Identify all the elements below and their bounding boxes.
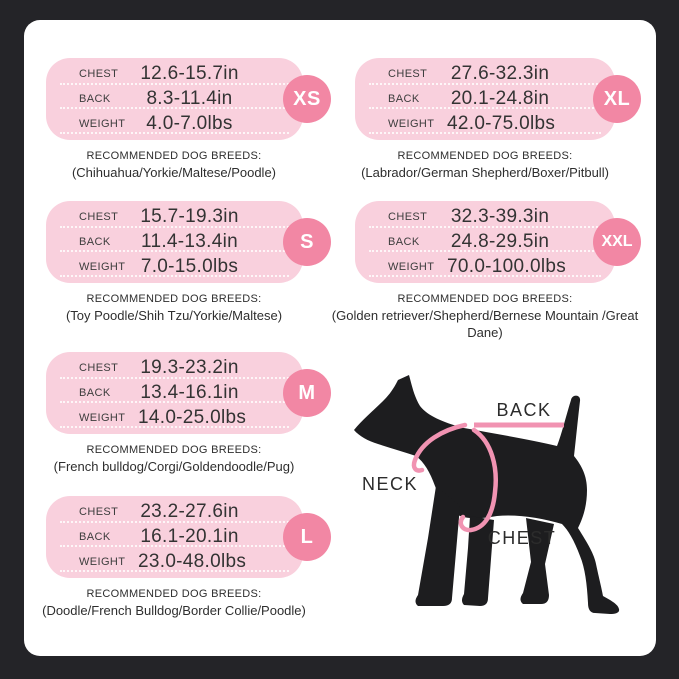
chart-panel bbox=[24, 20, 656, 656]
back-value: 13.4-16.1in bbox=[140, 382, 239, 403]
size-card-xs bbox=[46, 58, 321, 140]
back-label: BACK bbox=[79, 93, 111, 105]
chest-label: CHEST bbox=[79, 211, 119, 224]
breeds-list: (Doodle/French Bulldog/Border Collie/Poodle) bbox=[42, 603, 306, 618]
chest-row bbox=[46, 205, 303, 230]
breeds-list: (Labrador/German Shepherd/Boxer/Pitbull) bbox=[361, 165, 609, 180]
weight-label: WEIGHT bbox=[388, 117, 435, 130]
weight-label: WEIGHT bbox=[79, 260, 126, 273]
chest-value: 19.3-23.2in bbox=[140, 357, 239, 379]
dog-silhouette bbox=[352, 368, 642, 620]
chest-label: CHEST bbox=[79, 506, 119, 519]
back-value: 24.8-29.5in bbox=[450, 231, 550, 252]
breeds-note bbox=[24, 588, 324, 620]
weight-row bbox=[46, 254, 303, 279]
neck-diagram-label: NECK bbox=[361, 474, 419, 494]
recommended-heading: RECOMMENDED DOG BREEDS: bbox=[86, 293, 262, 305]
back-label: BACK bbox=[79, 236, 111, 248]
breeds-list: (Golden retriever/Shepherd/Bernese Mountain /Great Dane) bbox=[331, 308, 639, 340]
breeds-list: (Chihuahua/Yorkie/Maltese/Poodle) bbox=[71, 165, 277, 180]
chest-value: 23.2-27.6in bbox=[140, 501, 239, 523]
chest-label: CHEST bbox=[388, 211, 428, 224]
size-badge-s: S bbox=[283, 218, 331, 266]
recommended-heading: RECOMMENDED DOG BREEDS: bbox=[397, 150, 573, 162]
size-section-s bbox=[46, 201, 314, 323]
back-row bbox=[355, 230, 615, 255]
weight-value: 42.0-75.0lbs bbox=[447, 112, 556, 134]
size-badge-l: L bbox=[283, 513, 331, 561]
chest-row bbox=[46, 356, 303, 381]
back-value: 8.3-11.4in bbox=[146, 88, 233, 109]
weight-value: 23.0-48.0lbs bbox=[138, 550, 247, 572]
size-card-xl bbox=[355, 58, 631, 140]
breeds-note bbox=[24, 150, 324, 182]
back-label: BACK bbox=[388, 236, 420, 248]
size-badge-xxl: XXL bbox=[593, 218, 641, 266]
size-section-xxl bbox=[331, 201, 639, 340]
breeds-list: (Toy Poodle/Shih Tzu/Yorkie/Maltese) bbox=[65, 308, 283, 323]
recommended-heading: RECOMMENDED DOG BREEDS: bbox=[86, 444, 262, 456]
weight-row bbox=[46, 111, 303, 136]
chest-row bbox=[46, 62, 303, 87]
size-card-l bbox=[46, 496, 314, 578]
weight-label: WEIGHT bbox=[79, 411, 126, 424]
back-value: 20.1-24.8in bbox=[450, 88, 550, 109]
size-card-m bbox=[46, 352, 316, 434]
chest-diagram-label: CHEST bbox=[487, 528, 557, 548]
size-section-l bbox=[42, 496, 314, 618]
size-section-m bbox=[46, 352, 316, 474]
breeds-list: (French bulldog/Corgi/Goldendoodle/Pug) bbox=[53, 459, 295, 474]
back-value: 16.1-20.1in bbox=[140, 526, 239, 547]
weight-row bbox=[46, 549, 303, 574]
weight-label: WEIGHT bbox=[388, 260, 435, 273]
weight-label: WEIGHT bbox=[79, 117, 126, 130]
weight-value: 4.0-7.0lbs bbox=[146, 112, 233, 134]
dog-front-leg bbox=[416, 486, 461, 606]
back-label: BACK bbox=[79, 387, 111, 399]
weight-value: 70.0-100.0lbs bbox=[447, 255, 567, 277]
chest-label: CHEST bbox=[79, 362, 119, 375]
weight-row bbox=[46, 405, 303, 430]
chest-label: CHEST bbox=[388, 68, 428, 81]
size-badge-xs: XS bbox=[283, 75, 331, 123]
size-section-xs bbox=[46, 58, 321, 180]
back-row bbox=[46, 230, 303, 255]
weight-value: 7.0-15.0lbs bbox=[140, 255, 239, 277]
chest-value: 27.6-32.3in bbox=[450, 63, 550, 85]
weight-row bbox=[355, 254, 615, 279]
breeds-note bbox=[330, 293, 640, 342]
recommended-heading: RECOMMENDED DOG BREEDS: bbox=[86, 150, 262, 162]
back-value: 11.4-13.4in bbox=[141, 231, 238, 252]
back-row bbox=[46, 381, 303, 406]
size-badge-xl: XL bbox=[593, 75, 641, 123]
recommended-heading: RECOMMENDED DOG BREEDS: bbox=[86, 588, 262, 600]
back-label: BACK bbox=[79, 531, 111, 543]
breeds-note bbox=[330, 150, 640, 182]
chest-row bbox=[355, 62, 615, 87]
chest-value: 32.3-39.3in bbox=[450, 206, 550, 228]
weight-label: WEIGHT bbox=[79, 555, 126, 568]
size-badge-m: M bbox=[283, 369, 331, 417]
size-card-s bbox=[46, 201, 314, 283]
chest-row bbox=[46, 500, 303, 525]
back-diagram-label: BACK bbox=[496, 400, 552, 420]
chest-label: CHEST bbox=[79, 68, 119, 81]
size-section-xl bbox=[355, 58, 631, 180]
chest-row bbox=[355, 205, 615, 230]
back-row bbox=[46, 525, 303, 550]
chest-value: 15.7-19.3in bbox=[140, 206, 239, 228]
weight-value: 14.0-25.0lbs bbox=[138, 406, 247, 428]
dog-measurement-diagram bbox=[352, 368, 642, 620]
back-row bbox=[46, 87, 303, 112]
breeds-note bbox=[24, 444, 324, 476]
back-row bbox=[355, 87, 615, 112]
back-label: BACK bbox=[388, 93, 420, 105]
chest-value: 12.6-15.7in bbox=[140, 63, 239, 85]
breeds-note bbox=[24, 293, 324, 325]
size-card-xxl bbox=[355, 201, 633, 283]
recommended-heading: RECOMMENDED DOG BREEDS: bbox=[397, 293, 573, 305]
weight-row bbox=[355, 111, 615, 136]
